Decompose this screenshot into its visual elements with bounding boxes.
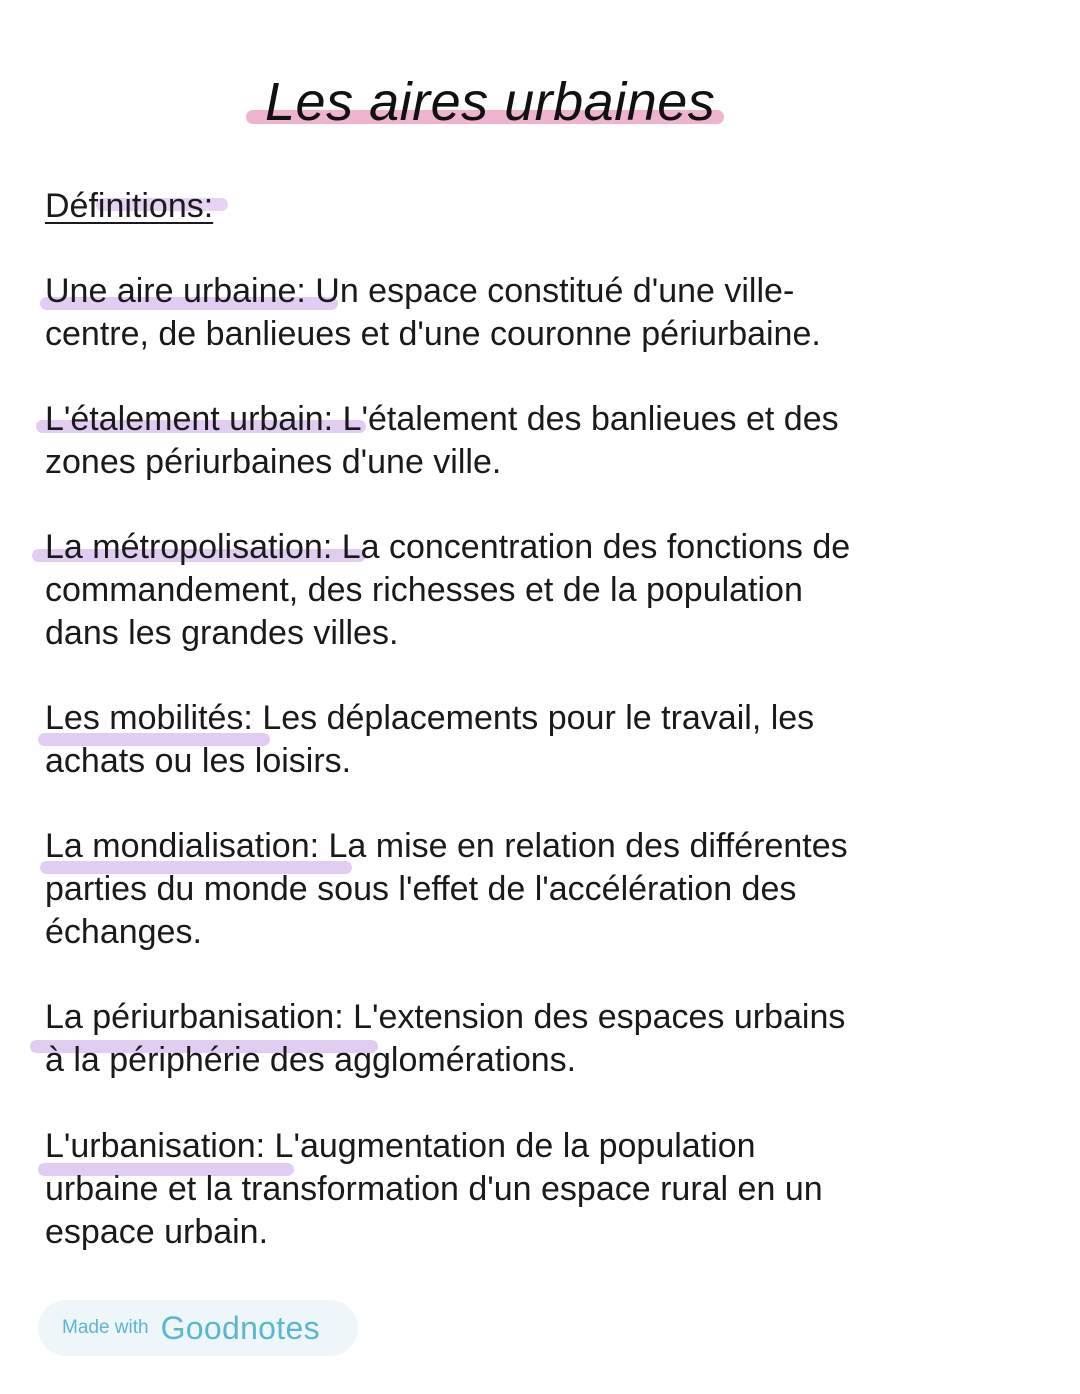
- goodnotes-badge: [38, 1300, 358, 1356]
- definition-text: à la périphérie des agglomérations.: [45, 1041, 577, 1079]
- definition-text: urbaine et la transformation d'un espace rural en un: [45, 1170, 823, 1208]
- term: La mondialisation:: [45, 827, 320, 865]
- term: L'étalement urbain:: [45, 400, 334, 438]
- definition-aire-urbaine: [45, 270, 1035, 356]
- term: Une aire urbaine:: [45, 272, 306, 310]
- definition-text: Les déplacements pour le travail, les: [252, 699, 815, 737]
- definition-urbanisation: [45, 1125, 1035, 1254]
- definition-text: La concentration des fonctions de: [332, 528, 851, 566]
- definition-metropolisation: [45, 526, 1035, 655]
- definition-text: parties du monde sous l'effet de l'accélération des: [45, 870, 797, 908]
- definition-text: échanges.: [45, 913, 202, 951]
- badge-made-with: Made with: [62, 1317, 149, 1338]
- definition-periurbanisation: [45, 996, 1035, 1082]
- definition-etalement-urbain: [45, 398, 1035, 484]
- definition-text: espace urbain.: [45, 1213, 269, 1251]
- definition-text: zones périurbaines d'une ville.: [45, 443, 502, 481]
- definition-text: L'extension des espaces urbains: [343, 998, 846, 1036]
- definition-text: Un espace constitué d'une ville-: [305, 272, 795, 310]
- term: L'urbanisation:: [45, 1127, 266, 1165]
- section-label: Définitions:: [45, 187, 214, 225]
- definition-text: La mise en relation des différentes: [319, 827, 848, 865]
- definition-mondialisation: [45, 825, 1035, 954]
- term: La métropolisation:: [45, 528, 333, 566]
- definition-text: commandement, des richesses et de la population: [45, 571, 803, 609]
- badge-brand-logo: Goodnotes: [160, 1309, 320, 1346]
- term: La périurbanisation:: [45, 998, 344, 1036]
- definition-text: centre, de banlieues et d'une couronne périurbaine.: [45, 315, 821, 353]
- page-title: Les aires urbaines: [265, 72, 716, 132]
- definition-mobilites: [45, 697, 1035, 783]
- definition-text: L'étalement des banlieues et des: [333, 400, 839, 438]
- definition-text: L'augmentation de la population: [265, 1127, 756, 1165]
- definition-text: achats ou les loisirs.: [45, 742, 352, 780]
- term: Les mobilités:: [45, 699, 253, 737]
- definition-text: dans les grandes villes.: [45, 614, 399, 652]
